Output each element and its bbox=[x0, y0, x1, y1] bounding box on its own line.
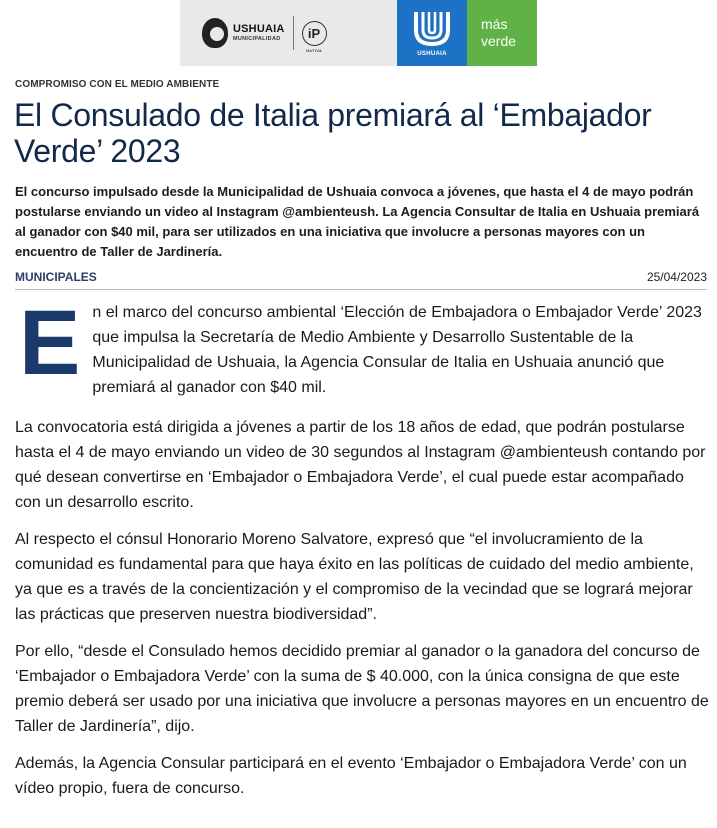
mas-verde-block[interactable] bbox=[467, 0, 537, 66]
ushuaia-u-logo-icon bbox=[412, 10, 452, 48]
meta-divider bbox=[15, 289, 707, 290]
verde-label: verde bbox=[481, 33, 517, 49]
municipality-wordmark bbox=[233, 24, 285, 43]
logo-divider bbox=[293, 16, 294, 50]
drop-cap: E bbox=[19, 292, 81, 394]
article-body bbox=[15, 292, 709, 813]
ip-badge-text: iP bbox=[307, 25, 321, 41]
municipal-seal-icon bbox=[202, 18, 228, 48]
article-title: El Consulado de Italia premiará al ‘Embajador Verde’ 2023 bbox=[14, 97, 652, 169]
section-link[interactable]: MUNICIPALES bbox=[15, 270, 97, 284]
paragraph-1 bbox=[15, 292, 709, 400]
article-meta bbox=[15, 270, 707, 284]
ip-badge-icon bbox=[302, 21, 327, 53]
paragraph-5: Además, la Agencia Consular participará en el evento ‘Embajador o Embajadora Verde’ con un vídeo propio, fuera de concurso. bbox=[15, 755, 687, 797]
municipality-subtitle: MUNICIPALIDAD bbox=[233, 35, 281, 42]
ushuaia-brand-block[interactable] bbox=[397, 0, 467, 66]
article-kicker: COMPROMISO CON EL MEDIO AMBIENTE bbox=[15, 79, 220, 90]
ushuaia-brand-caption: USHUAIA bbox=[417, 50, 447, 57]
header-banner[interactable] bbox=[180, 0, 537, 66]
article-lead: El concurso impulsado desde la Municipalidad de Ushuaia convoca a jóvenes, que hasta el 4 de mayo podrán postularse enviando un video al Instagram @ambienteush. La Agencia Consultar de Italia en Ushuaia premiará al ganador con $40 mil, para ser utilizados en una iniciativa que involucre a personas mayores con un encuentro de Taller de Jardinería. bbox=[15, 184, 700, 259]
paragraph-3: Al respecto el cónsul Honorario Moreno Salvatore, expresó que “el involucramiento de la comunidad es fundamental para que haya éxito en las políticas de cuidado del medio ambiente, ya que es a través de la concientización y el compromiso de la vecindad que se logrará mejorar las prácticas que preserven nuestra biodiversidad”. bbox=[15, 531, 694, 623]
municipality-logo-block[interactable] bbox=[180, 0, 397, 66]
municipality-name: USHUAIA bbox=[233, 22, 285, 35]
paragraph-4: Por ello, “desde el Consulado hemos decidido premiar al ganador o la ganadora del concurso de ‘Embajador o Embajadora Verde’ con la suma de $ 40.000, con la única consigna de que este premio deberá ser usado por una iniciativa que involucre a personas mayores en un encuentro de Taller de Jardinería”, dijo. bbox=[15, 643, 709, 735]
mas-label: más bbox=[481, 16, 508, 32]
paragraph-1-text: n el marco del concurso ambiental ‘Elección de Embajadora o Embajador Verde’ 2023 que impulsa la Secretaría de Medio Ambiente y Desarrollo Sustentable de la Municipalidad de Ushuaia, la Agencia Consular de Italia en Ushuaia anunció que premiará al ganador con $40 mil. bbox=[92, 304, 702, 396]
paragraph-2: La convocatoria está dirigida a jóvenes a partir de los 18 años de edad, que podrán postularse hasta el 4 de mayo enviando un video de 30 segundos al Instagram @ambienteush contando por qué desean convertirse en ‘Embajador o Embajadora Verde’, el cual puede estar acompañado con un desarrollo escrito. bbox=[15, 419, 706, 511]
publish-date: 25/04/2023 bbox=[646, 270, 707, 284]
ip-badge-caption: NATIVA bbox=[305, 47, 323, 53]
